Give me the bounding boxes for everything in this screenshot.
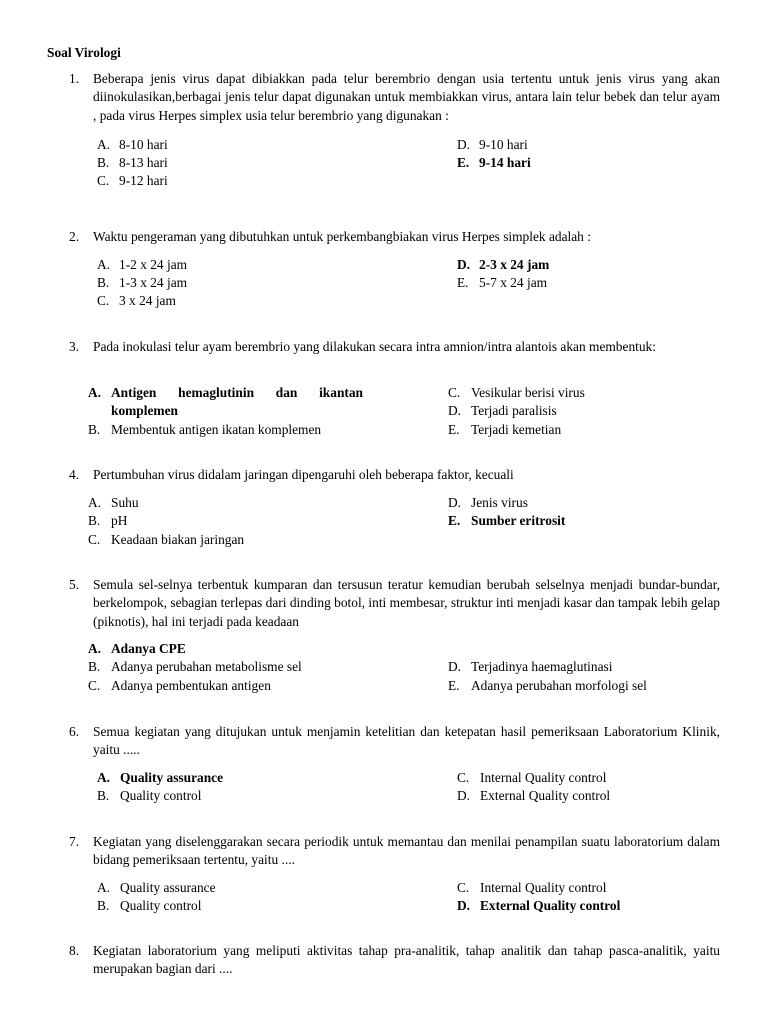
question-2 xyxy=(47,228,720,246)
question-6 xyxy=(47,723,720,760)
option-a: A. 8-10 hari xyxy=(97,137,168,152)
option-e-answer: E. Sumber eritrosit xyxy=(448,513,566,528)
option-c: C. Internal Quality control xyxy=(457,880,607,895)
question-1 xyxy=(47,70,720,125)
document-title: Soal Virologi xyxy=(47,45,121,60)
question-number: 3. xyxy=(69,339,80,354)
option-c: C. Vesikular berisi virus xyxy=(448,385,585,400)
question-text: Semula sel-selnya terbentuk kumparan dan tersusun teratur kemudian berubah selselnya menjadi bundar-bundar, berkelompok, sebagian terlepas dari dinding botol, inti membesar, struktur inti menjadi kasar dan tampak lebih gelap (piknotis), hal ini terjadi pada keadaan xyxy=(93,577,720,629)
option-d: D. Terjadi paralisis xyxy=(448,403,557,418)
option-c: C. Internal Quality control xyxy=(457,770,607,785)
option-a: A. Suhu xyxy=(88,495,139,510)
question-number: 1. xyxy=(69,71,80,86)
option-b: B. pH xyxy=(88,513,128,528)
option-a: A. Quality assurance xyxy=(97,880,216,895)
question-number: 6. xyxy=(69,724,80,739)
question-7 xyxy=(47,833,720,870)
question-text: Kegiatan laboratorium yang meliputi aktivitas tahap pra-analitik, tahap analitik dan tahap pasca-analitik, yaitu merupakan bagian dari .... xyxy=(93,943,720,977)
option-b: B. Adanya perubahan metabolisme sel xyxy=(88,659,302,674)
option-d: D. Terjadinya haemaglutinasi xyxy=(448,659,613,674)
option-a-answer: A. Adanya CPE xyxy=(88,641,186,656)
option-d: D. External Quality control xyxy=(457,788,611,803)
option-b: B. 8-13 hari xyxy=(97,155,168,170)
option-e: E. Adanya perubahan morfologi sel xyxy=(448,678,647,693)
option-c: C. Adanya pembentukan antigen xyxy=(88,678,271,693)
option-a-answer: A. Antigen hemaglutinin dan ikantan komplemen xyxy=(88,385,363,419)
option-e-answer: E. 9-14 hari xyxy=(457,155,531,170)
option-c: C. 9-12 hari xyxy=(97,173,168,188)
option-b: B. Quality control xyxy=(97,788,202,803)
question-number: 7. xyxy=(69,834,80,849)
option-d: D. 9-10 hari xyxy=(457,137,528,152)
question-8 xyxy=(47,942,720,979)
option-b: B. Quality control xyxy=(97,898,202,913)
question-4 xyxy=(47,466,720,484)
question-text: Pada inokulasi telur ayam berembrio yang dilakukan secara intra amnion/intra alantois akan membentuk: xyxy=(93,339,656,354)
option-b: B. Membentuk antigen ikatan komplemen xyxy=(88,422,322,437)
question-5 xyxy=(47,576,720,631)
option-d-answer: D. External Quality control xyxy=(457,898,621,913)
question-text: Semua kegiatan yang ditujukan untuk menjamin ketelitian dan ketepatan hasil pemeriksaan Laboratorium Klinik, yaitu ..... xyxy=(93,724,720,758)
option-a-answer: A. Quality assurance xyxy=(97,770,224,785)
option-a: A. 1-2 x 24 jam xyxy=(97,257,188,272)
question-number: 4. xyxy=(69,467,80,482)
option-c: C. 3 x 24 jam xyxy=(97,293,176,308)
option-e: E. 5-7 x 24 jam xyxy=(457,275,548,290)
question-number: 2. xyxy=(69,229,80,244)
question-number: 8. xyxy=(69,943,80,958)
question-text: Waktu pengeraman yang dibutuhkan untuk perkembangbiakan virus Herpes simplek adalah : xyxy=(93,229,591,244)
option-b: B. 1-3 x 24 jam xyxy=(97,275,188,290)
option-c: C. Keadaan biakan jaringan xyxy=(88,532,245,547)
option-d: D. Jenis virus xyxy=(448,495,528,510)
option-e: E. Terjadi kemetian xyxy=(448,422,562,437)
question-text: Kegiatan yang diselenggarakan secara periodik untuk memantau dan menilai penampilan suatu laboratorium dalam bidang pemeriksaan tertentu, yaitu .... xyxy=(93,834,720,868)
question-text: Pertumbuhan virus didalam jaringan dipengaruhi oleh beberapa faktor, kecuali xyxy=(93,467,514,482)
question-text: Beberapa jenis virus dapat dibiakkan pada telur berembrio dengan usia tertentu untuk jenis virus yang akan diinokulasikan,berbagai jenis telur dapat digunakan untuk membiakkan virus, antara lain telur bebek dan telur ayam , pada virus Herpes simplex usia telur berembrio yang digunakan : xyxy=(93,71,720,123)
question-number: 5. xyxy=(69,577,80,592)
option-d-answer: D. 2-3 x 24 jam xyxy=(457,257,550,272)
question-3 xyxy=(47,338,720,356)
